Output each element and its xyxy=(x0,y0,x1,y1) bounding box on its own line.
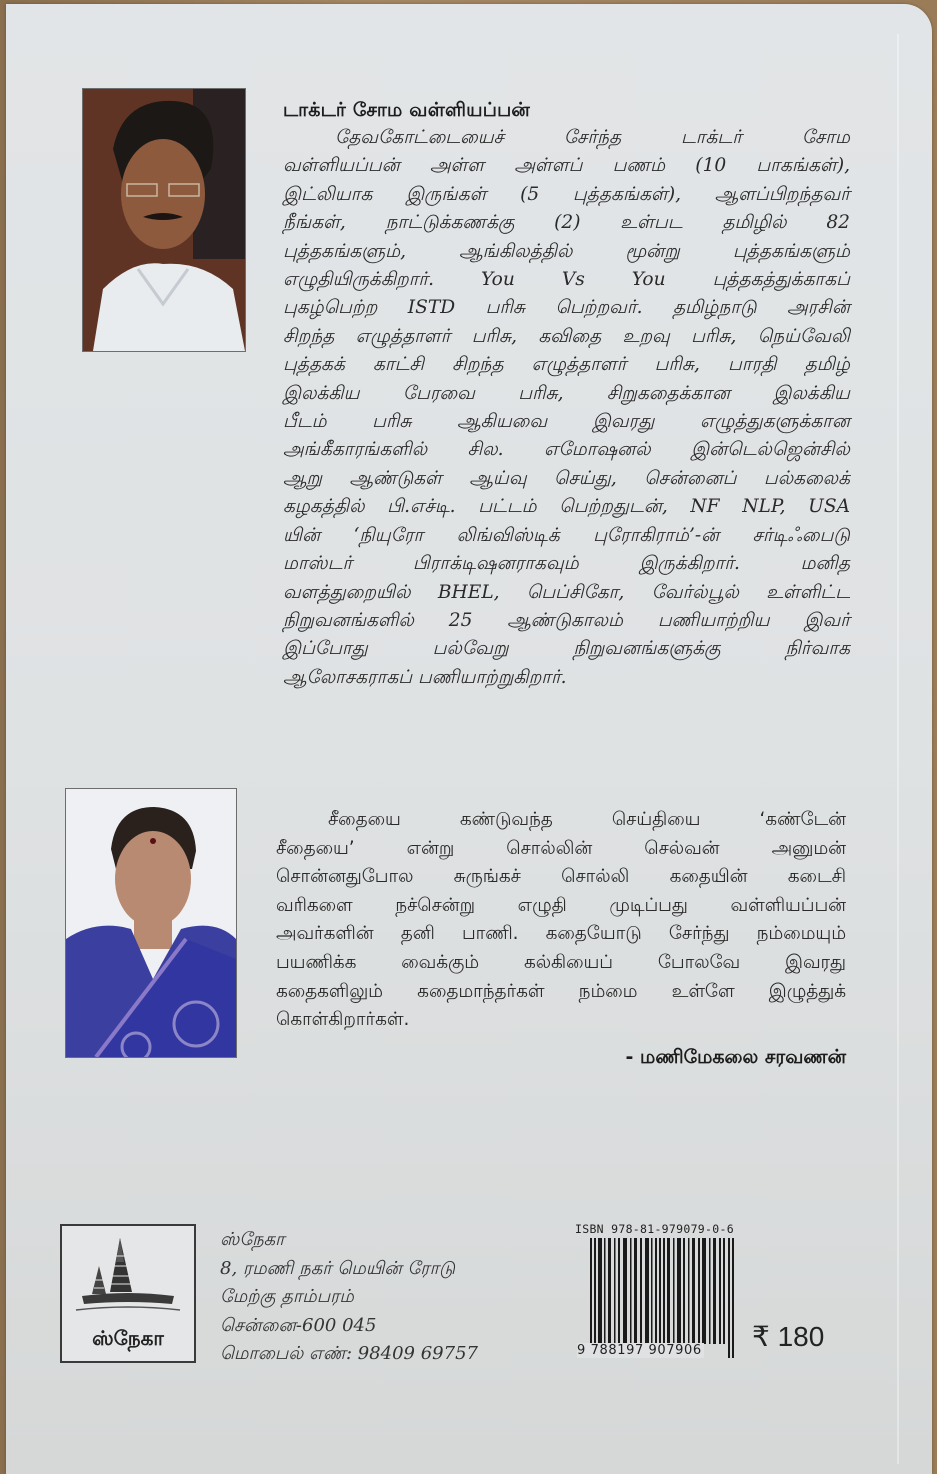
isbn-label: ISBN 978-81-979079-0-6 xyxy=(575,1222,734,1236)
bio-line: தேவகோட்டையைச் சேர்ந்த டாக்டர் சோம xyxy=(335,127,850,148)
address-line: மேற்கு தாம்பரம் xyxy=(220,1286,354,1307)
bio-line: வளத்துறையில் BHEL, பெப்சிகோ, வேர்ல்பூல் உள்ளிட்ட xyxy=(283,581,850,603)
price-label: ₹ 180 xyxy=(752,1321,825,1352)
temple-icon xyxy=(62,1226,194,1321)
review-line: கதைகளிலும் கதைமாந்தர்கள் நம்மை உள்ளே இழுத்துக் xyxy=(276,980,846,1002)
publisher-logo-text: ஸ்நேகா xyxy=(92,1326,164,1350)
bio-line: புகழ்பெற்ற ISTD பரிசு பெற்றவர். தமிழ்நாடு அரசின் xyxy=(283,297,850,319)
bio-line: இப்போது பல்வேறு நிறுவனங்களுக்கு நிர்வாக xyxy=(283,638,850,660)
review-line: பயணிக்க வைக்கும் கல்கியைப் போலவே இவரது xyxy=(276,951,846,973)
review-line: சீதையை கண்டுவந்த செய்தியை ‘கண்டேன் xyxy=(328,809,846,830)
address-line: சென்னை-600 045 xyxy=(220,1314,377,1336)
bio-line: ஆறு ஆண்டுகள் ஆய்வு செய்து, சென்னைப் பல்கலைக் xyxy=(283,467,850,489)
bio-line: நீங்கள், நாட்டுக்கணக்கு (2) உள்பட தமிழில் 82 xyxy=(283,212,850,234)
bio-line: புத்தகங்களும், ஆங்கிலத்தில் மூன்று புத்தகங்களும் xyxy=(283,240,850,262)
publisher-phone: மொபைல் எண்: 98409 69757 xyxy=(220,1343,478,1364)
author-photo xyxy=(82,88,246,352)
bio-line: கழகத்தில் பி.எச்டி. பட்டம் பெற்றதுடன், NF NLP, USA xyxy=(283,496,850,518)
barcode-icon xyxy=(590,1238,735,1358)
bio-line: மாஸ்டர் பிராக்டிஷனராகவும் இருக்கிறார். மனித xyxy=(283,553,850,575)
publisher-address xyxy=(220,1226,478,1369)
bio-line: எழுதியிருக்கிறார். You Vs You புத்தகத்துக்காகப் xyxy=(283,269,850,291)
review-line: கொள்கிறார்கள். xyxy=(276,1009,410,1031)
publisher-name: ஸ்நேகா xyxy=(220,1229,285,1250)
barcode-digits: 9 788197 907906 xyxy=(577,1343,702,1358)
bio-line: அங்கீகாரங்களில் சில. எமோஷனல் இன்டெல்ஜென்சில் xyxy=(283,439,850,461)
review-line: சீதையை’ என்று சொல்லின் செல்வன் அனுமன் xyxy=(276,837,846,859)
review-line: சொன்னதுபோல சுருங்கச் சொல்லி கதையின் கடைசி xyxy=(276,866,846,888)
cover-fold-line xyxy=(897,34,899,1464)
review-quote xyxy=(276,806,846,1035)
bio-line: யின் ‘நியுரோ லிங்விஸ்டிக் புரோகிராம்’-ன் சர்டிஃபைடு xyxy=(283,524,850,546)
review-line: அவர்களின் தனி பாணி. கதையோடு சேர்ந்து நம்மையும் xyxy=(276,923,846,945)
publisher-logo xyxy=(60,1224,196,1363)
bio-line: சிறந்த எழுத்தாளர் பரிசு, கவிதை உறவு பரிசு, நெய்வேலி xyxy=(283,325,850,347)
author-name-heading: டாக்டர் சோம வள்ளியப்பன் xyxy=(283,99,531,121)
bio-line: நிறுவனங்களில் 25 ஆண்டுகாலம் பணியாற்றிய இவர் xyxy=(283,609,850,631)
bio-line: ஆலோசகராகப் பணியாற்றுகிறார். xyxy=(283,666,567,688)
bio-line: புத்தகக் காட்சி சிறந்த எழுத்தாளர் பரிசு, பாரதி தமிழ் xyxy=(283,354,850,376)
author-bio xyxy=(283,124,850,692)
bio-line: இலக்கிய பேரவை பரிசு, சிறுகதைக்கான இலக்கிய xyxy=(283,382,850,404)
address-line: 8, ரமணி நகர் மெயின் ரோடு xyxy=(220,1257,456,1279)
bio-line: இட்லியாக இருங்கள் (5 புத்தகங்கள்), ஆளப்பிறந்தவர் xyxy=(283,183,850,205)
bio-line: பீடம் பரிசு ஆகியவை இவரது எழுத்துகளுக்கான xyxy=(283,411,850,433)
bio-line: வள்ளியப்பன் அள்ள அள்ளப் பணம் (10 பாகங்கள்), xyxy=(283,155,850,177)
reviewer-photo xyxy=(65,788,237,1058)
reviewer-signature: - மணிமேகலை சரவணன் xyxy=(625,1046,846,1068)
review-line: வரிகளை நச்சென்று எழுதி முடிப்பது வள்ளியப்பன் xyxy=(276,894,846,916)
